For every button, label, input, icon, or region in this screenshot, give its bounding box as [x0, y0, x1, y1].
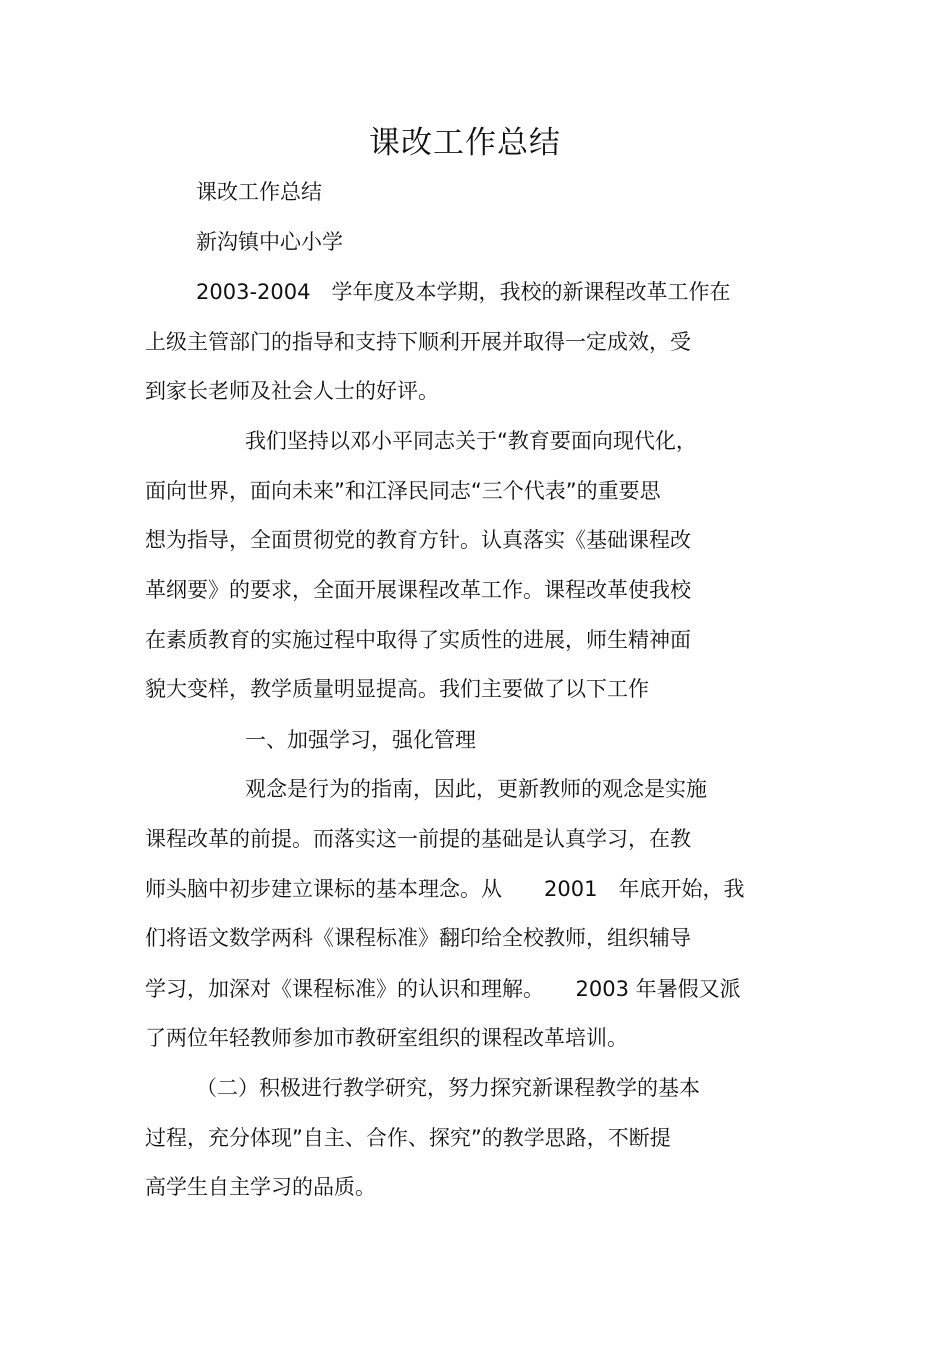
paragraph-line: 了两位年轻教师参加市教研室组织的课程改革培训。: [145, 1026, 628, 1050]
section-heading: （二）积极进行教学研究，努力探究新课程教学的基本: [196, 1076, 700, 1100]
paragraph-line: 到家长老师及社会人士的好评。: [145, 379, 439, 403]
paragraph-line: 貌大变样，教学质量明显提高。我们主要做了以下工作: [145, 677, 649, 701]
paragraph-line: 过程，充分体现”自主、合作、探究”的教学思路，不断提: [145, 1126, 671, 1150]
author-line: 新沟镇中心小学: [196, 230, 343, 254]
section-heading: 一、加强学习，强化管理: [245, 728, 476, 752]
paragraph-line: 想为指导，全面贯彻党的教育方针。认真落实《基础课程改: [145, 528, 691, 552]
subtitle-line: 课改工作总结: [196, 180, 322, 204]
paragraph-line: 高学生自主学习的品质。: [145, 1175, 376, 1199]
paragraph-line: 学习，加深对《课程标准》的认识和理解。 2003 年暑假又派: [145, 977, 741, 1001]
paragraph-line: 观念是行为的指南，因此，更新教师的观念是实施: [245, 777, 707, 801]
paragraph-line: 在素质教育的实施过程中取得了实质性的进展，师生精神面: [145, 628, 691, 652]
paragraph-line: 2003-2004 学年度及本学期，我校的新课程改革工作在: [196, 280, 731, 304]
document-title: 课改工作总结: [369, 125, 561, 161]
paragraph-line: 革纲要》的要求，全面开展课程改革工作。课程改革使我校: [145, 578, 691, 602]
paragraph-line: 师头脑中初步建立课标的基本理念。从 2001 年底开始，我: [145, 877, 745, 901]
paragraph-line: 课程改革的前提。而落实这一前提的基础是认真学习，在教: [145, 827, 691, 851]
paragraph-line: 我们坚持以邓小平同志关于“教育要面向现代化，: [245, 429, 697, 453]
paragraph-line: 上级主管部门的指导和支持下顺利开展并取得一定成效，受: [145, 330, 691, 354]
paragraph-line: 们将语文数学两科《课程标准》翻印给全校教师，组织辅导: [145, 926, 691, 950]
paragraph-line: 面向世界，面向未来”和江泽民同志“三个代表”的重要思: [145, 479, 661, 503]
